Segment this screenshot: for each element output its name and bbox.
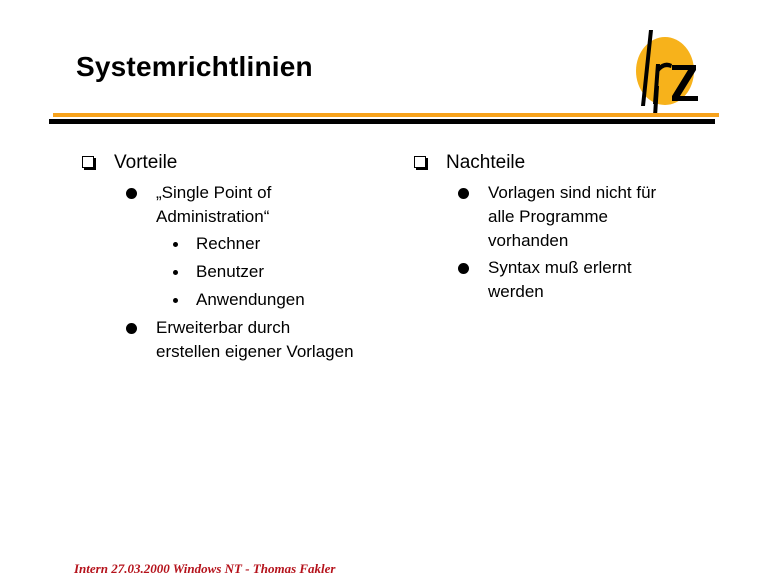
slide-title: Systemrichtlinien: [76, 51, 313, 82]
list-item: Syntax muß erlernt werden: [412, 256, 712, 304]
checkbox-bullet-icon: [82, 156, 94, 168]
list-item: Vorlagen sind nicht für alle Programme vorhanden: [412, 181, 712, 253]
sub-list-item: Rechner: [80, 232, 410, 256]
header-rule-black: [49, 119, 715, 124]
list-item: „Single Point of Administration“: [80, 181, 410, 229]
bullet-icon: [458, 263, 469, 274]
checkbox-bullet-icon: [414, 156, 426, 168]
bullet-icon: [126, 323, 137, 334]
list-item: Erweiterbar durch erstellen eigener Vorlagen: [80, 316, 410, 364]
header-rule-orange: [53, 113, 719, 117]
sub-list-item: Benutzer: [80, 260, 410, 284]
slide-footer: Intern 27.03.2000 Windows NT - Thomas Fakler: [74, 561, 336, 576]
bullet-icon: [126, 188, 137, 199]
vorteile-column: [80, 151, 410, 367]
small-bullet-icon: [173, 270, 178, 275]
lrz-logo: [628, 24, 708, 116]
nachteile-column: [412, 151, 712, 307]
bullet-icon: [458, 188, 469, 199]
nachteile-heading: Nachteile: [412, 151, 712, 175]
small-bullet-icon: [173, 298, 178, 303]
vorteile-heading: Vorteile: [80, 151, 410, 175]
sub-list-item: Anwendungen: [80, 288, 410, 312]
small-bullet-icon: [173, 242, 178, 247]
